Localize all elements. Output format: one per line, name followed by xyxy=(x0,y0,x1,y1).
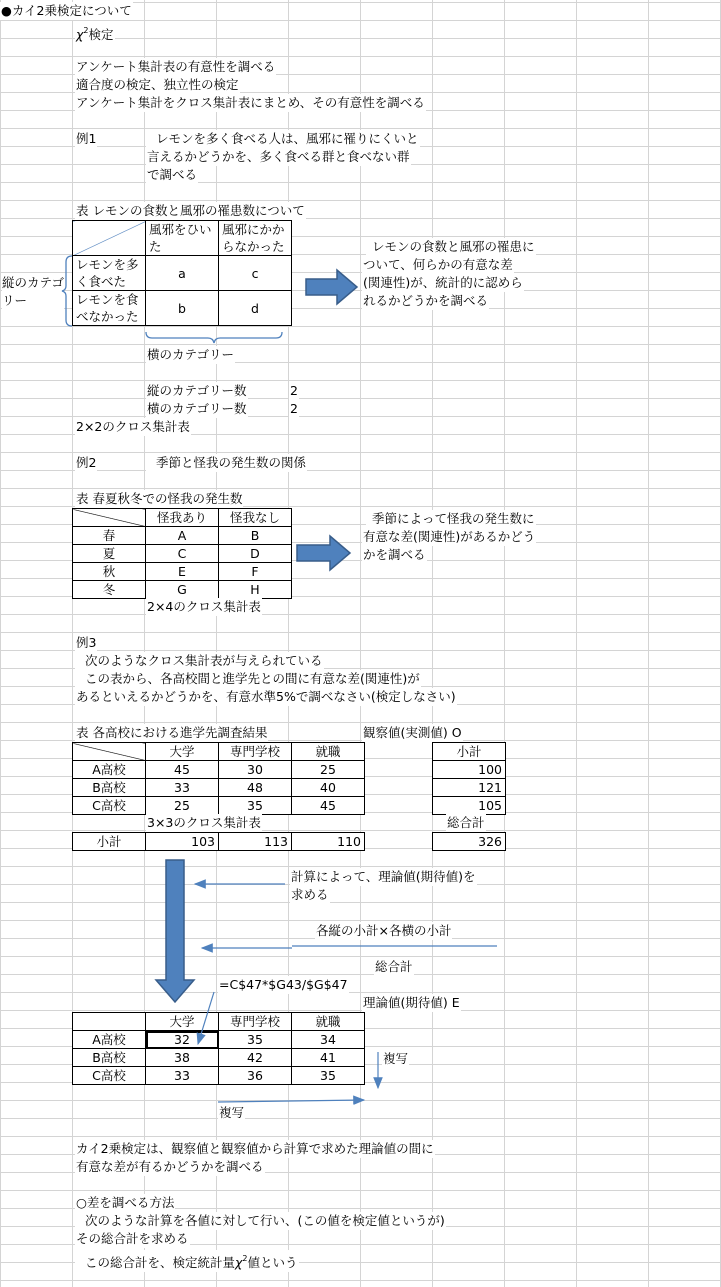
ex1-count-value: 2 xyxy=(290,401,298,416)
ex1-conclusion-4: れるかどうかを調べる xyxy=(363,293,489,308)
ex3-exp-col-header: 専門学校 xyxy=(219,1013,292,1031)
ex2-cell: D xyxy=(219,545,292,563)
ex3-cell-formula: =C$47*$G43/$G$47 xyxy=(219,977,348,992)
ex3-grand-total: 326 xyxy=(433,833,506,851)
ex2-cell: C xyxy=(146,545,219,563)
ex2-col-header: 怪我あり xyxy=(146,509,219,527)
ex3-exp-cell: 41 xyxy=(292,1049,365,1067)
ex3-cell: 33 xyxy=(146,779,219,797)
ex3-bottom-label: 小計 xyxy=(73,833,146,851)
method-line-3-suffix: 値という xyxy=(247,1255,298,1270)
ex3-subtotal-row xyxy=(72,832,365,851)
ex2-row-header: 春 xyxy=(73,527,146,545)
ex2-cell: F xyxy=(219,563,292,581)
ex2-cell: G xyxy=(146,581,219,599)
ex3-row-subtotal: 121 xyxy=(433,779,506,797)
ex2-conclusion-1: 季節によって怪我の発生数に xyxy=(366,510,536,528)
ex1-cell: c xyxy=(219,256,292,291)
ex2-row-header: 秋 xyxy=(73,563,146,581)
ex3-grand-total-box xyxy=(432,832,506,851)
method-title: ○差を調べる方法 xyxy=(76,1195,175,1210)
ex2-block-arrow xyxy=(297,536,350,570)
ex1-col-header: 風邪にかからなかった xyxy=(219,221,292,256)
ex3-exp-cell: 38 xyxy=(146,1049,219,1067)
ex3-table-title: 表 各高校における進学先調査結果 xyxy=(76,725,268,740)
ex3-formula-numerator: 各縦の小計×各横の小計 xyxy=(316,923,452,938)
ex3-col-header: 大学 xyxy=(146,743,219,761)
ex3-exp-row-header: B高校 xyxy=(73,1049,146,1067)
ex3-subtotal-column xyxy=(432,742,506,815)
method-chi-exponent: 2 xyxy=(242,1254,248,1263)
ex3-row-header: C高校 xyxy=(73,797,146,815)
ex3-row-header: B高校 xyxy=(73,779,146,797)
ex1-block-arrow xyxy=(306,270,357,304)
ex3-row-subtotal: 100 xyxy=(433,761,506,779)
ex3-text-1: 次のようなクロス集計表が与えられている xyxy=(75,652,324,670)
ex1-vertical-category-box xyxy=(2,274,64,310)
ex3-cell: 25 xyxy=(146,797,219,815)
closing-line-1: カイ2乗検定は、観察値と観察値から計算で求めた理論値の間に xyxy=(76,1141,434,1156)
intro-line-2: 適合度の検定、独立性の検定 xyxy=(76,77,239,92)
ex1-cell: b xyxy=(146,291,219,326)
ex3-exp-cell: 35 xyxy=(292,1067,365,1085)
ex3-exp-cell: 36 xyxy=(219,1067,292,1085)
ex3-calc-note-2: 求める xyxy=(291,887,329,902)
ex2-conclusion-2: 有意な差(関連性)があるかどう xyxy=(363,529,536,544)
ex2-col-header: 怪我なし xyxy=(219,509,292,527)
ex3-cell: 48 xyxy=(219,779,292,797)
ex1-text-2: 言えるかどうかを、多く食べる群と食べない群 xyxy=(147,149,410,164)
ex1-text-1: レモンを多く食べる人は、風邪に罹りにくいと xyxy=(146,130,420,148)
ex2-cross-table xyxy=(72,508,292,599)
ex3-exp-cell: 35 xyxy=(219,1031,292,1049)
ex2-corner-cell xyxy=(73,509,146,527)
ex1-count-label: 縦のカテゴリー数 xyxy=(147,383,247,398)
ex1-conclusion-2: ついて、何らかの有意な差 xyxy=(363,257,513,272)
ex3-cell: 45 xyxy=(146,761,219,779)
ex3-col-subtotal: 103 xyxy=(146,833,219,851)
ex3-subtotal-header: 小計 xyxy=(433,743,506,761)
ex3-cell: 35 xyxy=(219,797,292,815)
closing-line-2: 有意な差が有るかどうかを調べる xyxy=(76,1159,264,1174)
chi-symbol: χ xyxy=(76,27,84,42)
ex1-label: 例1 xyxy=(76,131,97,146)
ex2-cell: H xyxy=(219,581,292,599)
ex2-caption: 2×4のクロス集計表 xyxy=(147,599,261,614)
ex3-exp-row-header: A高校 xyxy=(73,1031,146,1049)
method-line-1: 次のような計算を各値に対して行い、(この値を検定値というが) xyxy=(75,1212,446,1230)
ex3-expected-table xyxy=(72,1012,365,1085)
ex2-row-header: 冬 xyxy=(73,581,146,599)
ex3-caption: 3×3のクロス集計表 xyxy=(147,815,261,830)
ex2-cell: E xyxy=(146,563,219,581)
ex1-count-label: 横のカテゴリー数 xyxy=(147,401,247,416)
chi-heading-suffix: 検定 xyxy=(88,27,114,42)
ex3-text-2: この表から、各高校間と進学先との間に有意な差(関連性)が xyxy=(75,670,421,688)
copy-label-horizontal: 複写 xyxy=(219,1105,245,1120)
ex3-exp-cell: 34 xyxy=(292,1031,365,1049)
ex3-exp-corner xyxy=(73,1013,146,1031)
ex3-cell: 45 xyxy=(292,797,365,815)
ex2-conclusion-3: かを調べる xyxy=(363,547,426,562)
ex3-calc-note-1: 計算によって、理論値(期待値)を xyxy=(291,869,476,884)
ex1-count-value: 2 xyxy=(290,383,298,398)
ex3-formula-denominator: 総合計 xyxy=(375,959,413,974)
ex3-label: 例3 xyxy=(76,635,97,650)
ex1-summary: 2×2のクロス集計表 xyxy=(76,419,190,434)
ex1-row-header: レモンを食べなかった xyxy=(73,291,146,326)
ex3-exp-cell-selected[interactable]: 32 xyxy=(146,1031,219,1049)
ex3-text-3: あるといえるかどうかを、有意水準5%で調べなさい(検定しなさい) xyxy=(76,689,456,704)
ex2-table-title: 表 春夏秋冬での怪我の発生数 xyxy=(76,491,243,506)
ex3-expected-label: 理論値(期待値) E xyxy=(363,995,460,1010)
ex1-table-title: 表 レモンの食数と風邪の罹患数について xyxy=(76,203,305,218)
ex1-col-header: 風邪をひいた xyxy=(146,221,219,256)
method-chi-symbol: χ xyxy=(235,1255,243,1270)
ex3-cell: 25 xyxy=(292,761,365,779)
ex3-cell: 30 xyxy=(219,761,292,779)
ex1-corner-cell xyxy=(73,221,146,256)
intro-line-1: アンケート集計表の有意性を調べる xyxy=(76,59,276,74)
sheet-title: ●カイ2乗検定について xyxy=(1,3,132,18)
ex3-exp-cell: 33 xyxy=(146,1067,219,1085)
ex3-col-header: 専門学校 xyxy=(219,743,292,761)
ex1-conclusion-1: レモンの食数と風邪の罹患に xyxy=(366,238,536,256)
ex3-observed-table xyxy=(72,742,365,815)
ex3-observed-label: 観察値(実測値) O xyxy=(363,725,462,740)
ex1-row-header: レモンを多く食べた xyxy=(73,256,146,291)
ex3-exp-row-header: C高校 xyxy=(73,1067,146,1085)
ex1-text-3: で調べる xyxy=(147,167,198,182)
horizontal-category-brace xyxy=(146,332,282,343)
copy-right-arrow xyxy=(218,1100,364,1102)
ex3-exp-col-header: 大学 xyxy=(146,1013,219,1031)
intro-line-3: アンケート集計をクロス集計表にまとめ、その有意性を調べる xyxy=(76,95,425,110)
method-line-3 xyxy=(75,1250,299,1272)
ex3-cell: 40 xyxy=(292,779,365,797)
calc-down-arrow xyxy=(156,860,194,1002)
ex1-conclusion-3: (関連性)が、統計的に認めら xyxy=(363,275,523,290)
ex3-corner-cell xyxy=(73,743,146,761)
ex3-col-header: 就職 xyxy=(292,743,365,761)
ex1-cross-table xyxy=(72,220,292,326)
ex2-cell: A xyxy=(146,527,219,545)
ex3-row-subtotal: 105 xyxy=(433,797,506,815)
ex2-row-header: 夏 xyxy=(73,545,146,563)
method-line-3-prefix: この総合計を、検定統計量 xyxy=(85,1255,236,1270)
ex3-row-header: A高校 xyxy=(73,761,146,779)
copy-label-vertical: 複写 xyxy=(383,1051,409,1066)
ex3-exp-cell: 42 xyxy=(219,1049,292,1067)
ex3-col-subtotal: 110 xyxy=(292,833,365,851)
ex2-label: 例2 xyxy=(76,455,97,470)
chi-exponent: 2 xyxy=(83,26,89,35)
ex3-col-subtotal: 113 xyxy=(219,833,292,851)
ex2-cell: B xyxy=(219,527,292,545)
ex1-cell: a xyxy=(146,256,219,291)
ex1-vertical-category: 縦のカテゴリー xyxy=(2,275,65,308)
ex1-cell: d xyxy=(219,291,292,326)
ex2-text: 季節と怪我の発生数の関係 xyxy=(146,454,307,472)
ex3-grand-total-label: 総合計 xyxy=(447,815,485,830)
ex3-exp-col-header: 就職 xyxy=(292,1013,365,1031)
method-line-2: その総合計を求める xyxy=(76,1231,189,1246)
chi-square-heading xyxy=(75,22,115,44)
ex1-horizontal-category: 横のカテゴリー xyxy=(147,347,235,362)
